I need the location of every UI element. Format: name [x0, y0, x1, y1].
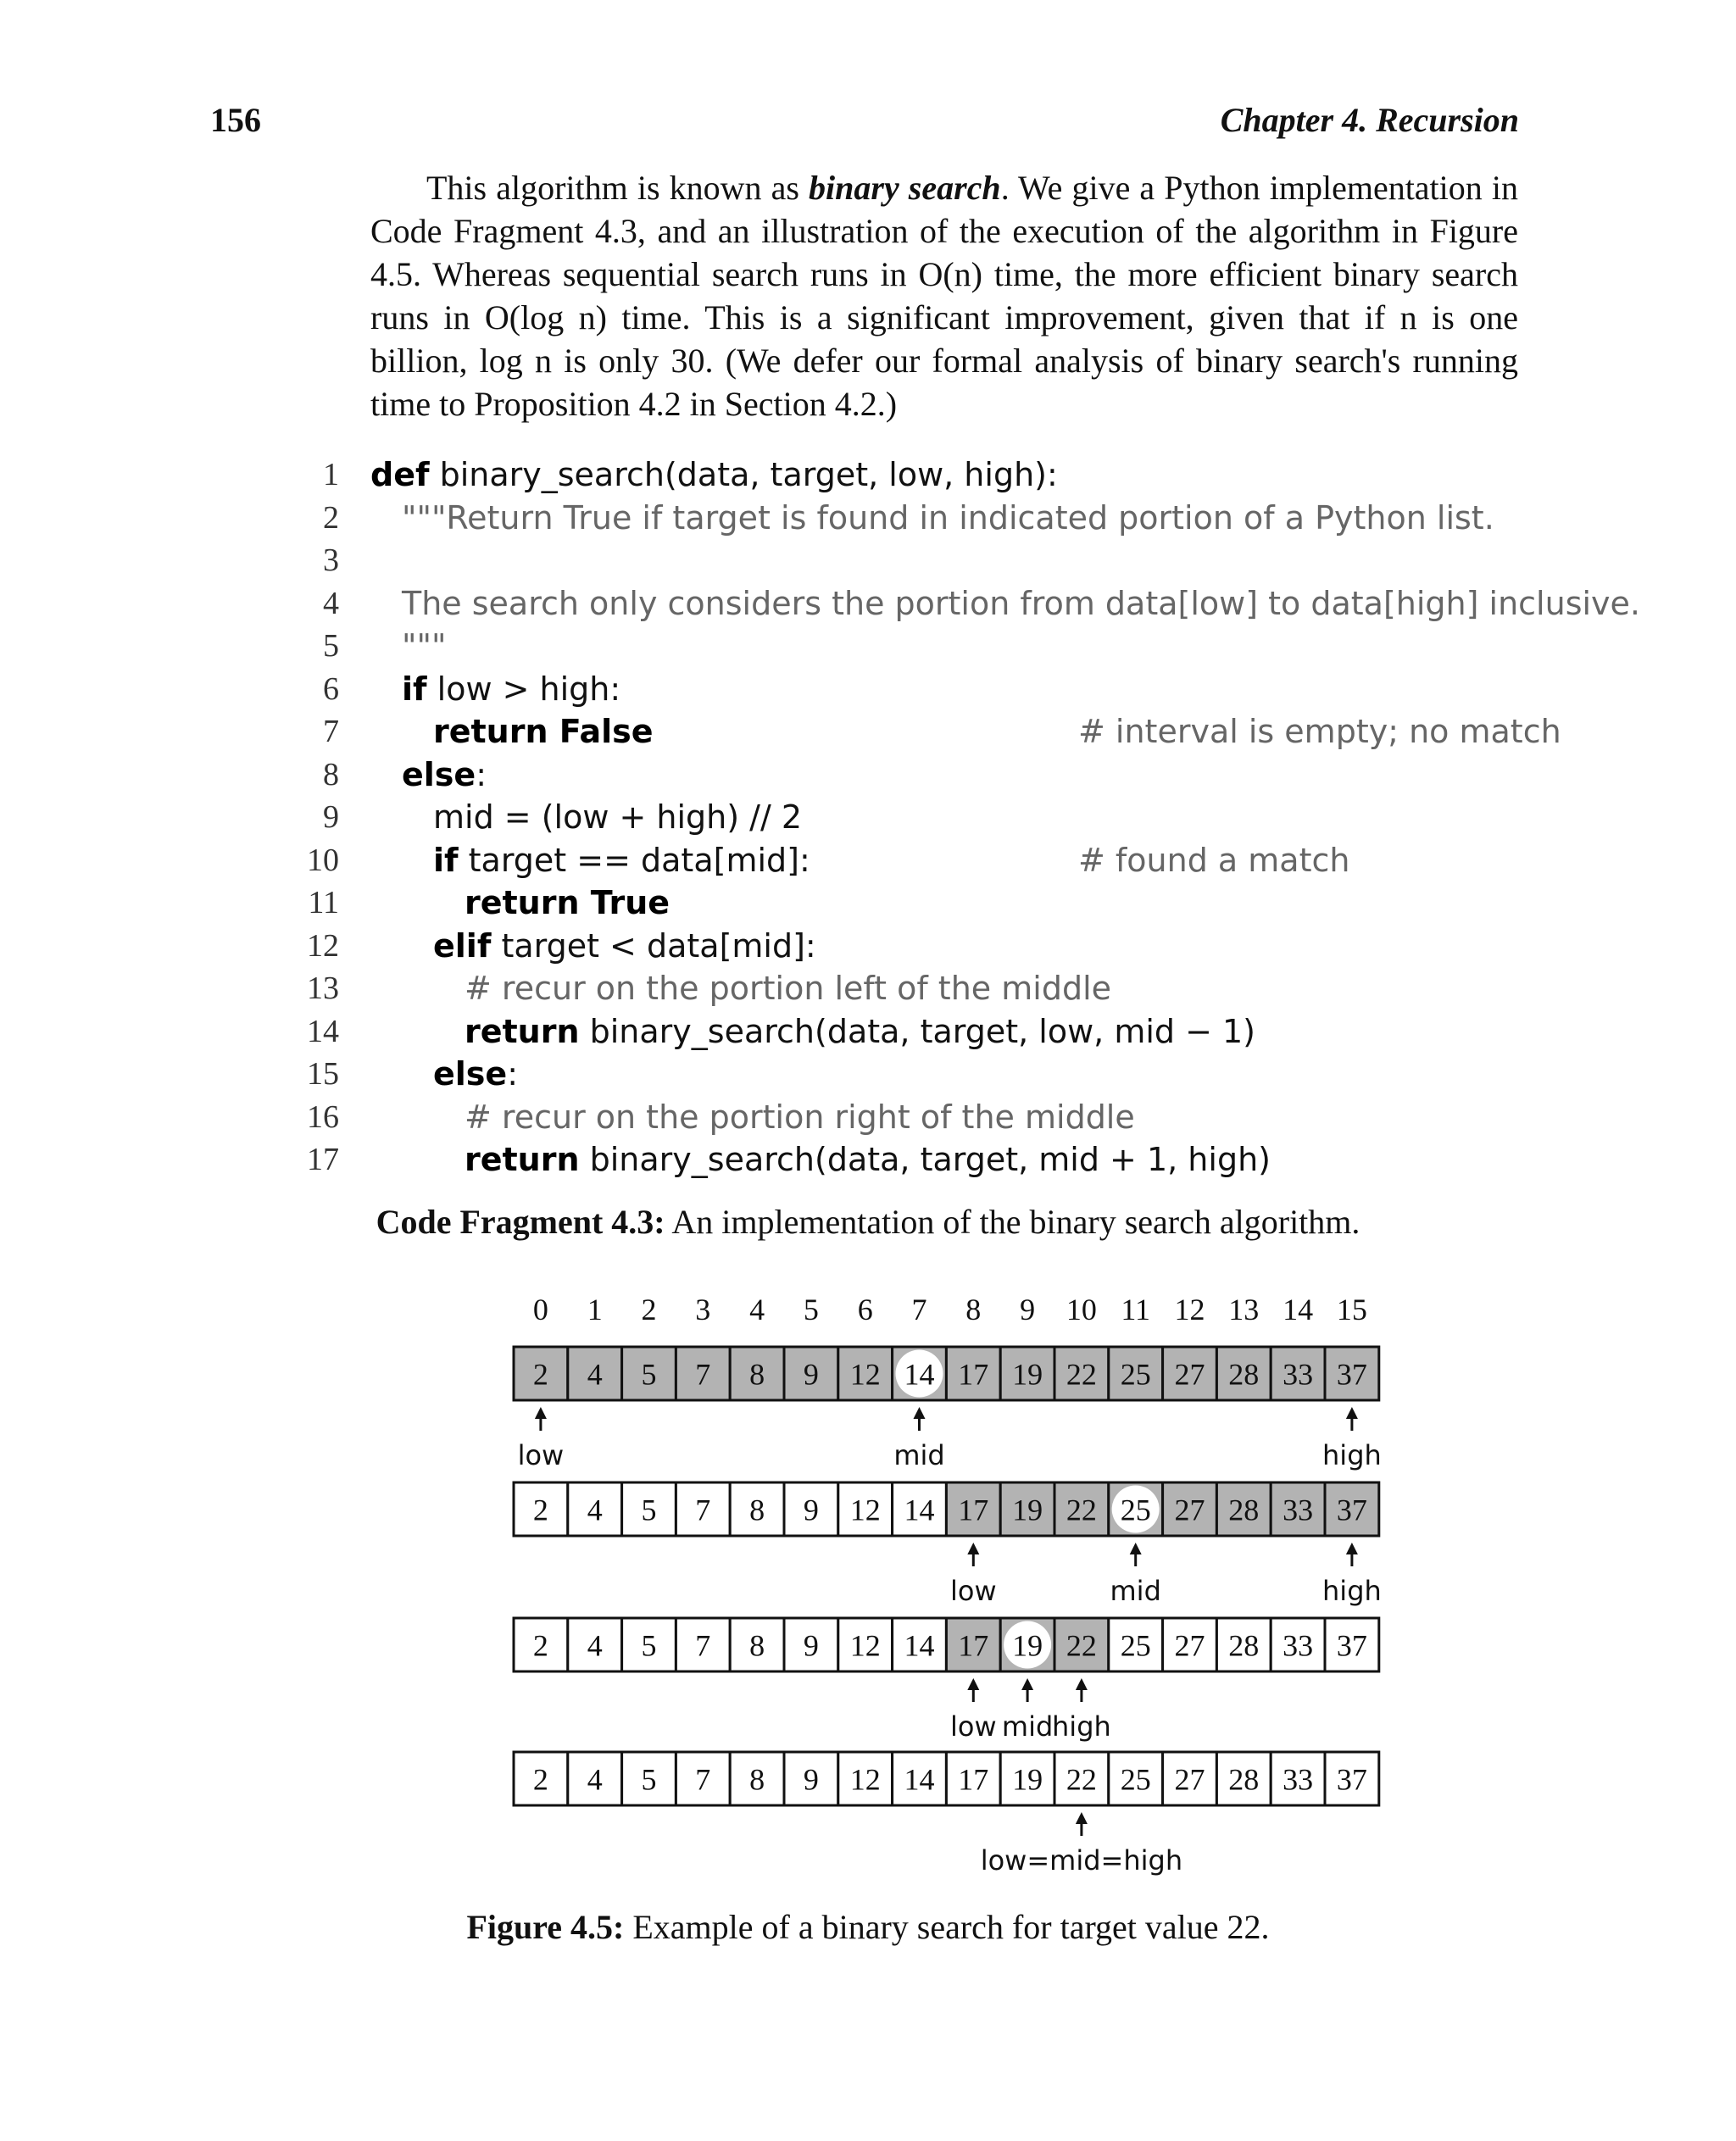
- array-value: 27: [1174, 1762, 1205, 1797]
- line-number: 11: [308, 885, 339, 920]
- code-text: [402, 585, 1640, 622]
- code-body: binary_search(data, target, low, mid − 1): [579, 1012, 1256, 1050]
- array-value: 9: [803, 1493, 819, 1527]
- line-number: 16: [307, 1098, 339, 1135]
- body-paragraph: [370, 166, 1518, 425]
- code-body: target == data[mid]:: [458, 841, 810, 879]
- code-body: """Return True if target is found in indicated portion of a Python list.: [402, 498, 1494, 537]
- array-value: 27: [1174, 1493, 1205, 1527]
- pointer-arrow-head: [967, 1678, 979, 1690]
- code-text: [433, 798, 802, 836]
- code-text: [433, 842, 810, 879]
- pointer-arrow-head: [1076, 1678, 1088, 1690]
- array-value: 5: [641, 1762, 657, 1797]
- code-line: [0, 585, 1736, 628]
- index-label: 13: [1228, 1293, 1260, 1326]
- code-body: The search only considers the portion from data[low] to data[high] inclusive.: [402, 584, 1640, 622]
- pointer-label-mid: mid: [1001, 1710, 1054, 1743]
- index-label: 2: [641, 1293, 657, 1326]
- index-label: 8: [965, 1293, 982, 1326]
- code-text: [402, 670, 620, 708]
- array-value: 5: [641, 1357, 657, 1392]
- code-body: # recur on the portion left of the middle: [465, 970, 1112, 1007]
- code-text: [465, 1013, 1255, 1050]
- code-line: [0, 627, 1736, 670]
- array-value: 27: [1174, 1628, 1205, 1663]
- index-label: 7: [911, 1293, 927, 1326]
- array-value: 33: [1283, 1357, 1314, 1392]
- array-value: 8: [749, 1493, 765, 1527]
- pointer-label-mid: mid: [1110, 1575, 1161, 1607]
- array-value: 8: [749, 1762, 765, 1797]
- code-keyword: if: [402, 670, 427, 708]
- array-value: 8: [749, 1357, 765, 1392]
- code-body: mid = (low + high) // 2: [433, 798, 803, 836]
- line-number: 15: [307, 1056, 339, 1092]
- code-keyword: else: [433, 1055, 508, 1093]
- pointer-label-high: high: [1052, 1710, 1111, 1743]
- code-text: [402, 499, 1494, 537]
- array-value: 5: [641, 1628, 657, 1663]
- array-value: 12: [849, 1357, 881, 1392]
- index-label: 15: [1336, 1293, 1367, 1326]
- array-value: 4: [587, 1357, 603, 1392]
- index-label: 4: [749, 1293, 765, 1326]
- array-value: 22: [1066, 1493, 1097, 1527]
- code-body: binary_search(data, target, low, high):: [429, 456, 1058, 493]
- line-number: 14: [307, 1013, 339, 1049]
- line-number: 8: [323, 756, 339, 792]
- code-body: """: [402, 627, 447, 665]
- line-number: 6: [323, 670, 339, 707]
- code-text: [465, 1098, 1135, 1136]
- array-value: 25: [1120, 1493, 1151, 1527]
- pointer-label-low: low: [949, 1575, 997, 1607]
- array-value: 22: [1066, 1762, 1097, 1797]
- index-label: 14: [1283, 1293, 1314, 1326]
- code-text: [433, 713, 654, 750]
- array-value: 17: [958, 1762, 989, 1797]
- line-number: 2: [323, 499, 339, 536]
- code-line: [0, 713, 1736, 756]
- code-line: [0, 842, 1736, 885]
- index-label: 9: [1020, 1293, 1036, 1326]
- array-value: 14: [904, 1493, 935, 1527]
- figure-caption-text: Example of a binary search for target value 22.: [624, 1908, 1270, 1946]
- array-value: 27: [1174, 1357, 1205, 1392]
- index-label: 11: [1121, 1293, 1151, 1326]
- array-value: 14: [904, 1762, 935, 1797]
- pointer-label-low: low: [949, 1710, 997, 1743]
- code-body: low > high:: [426, 670, 621, 708]
- code-line: [0, 499, 1736, 542]
- array-value: 9: [803, 1357, 819, 1392]
- index-label: 12: [1174, 1293, 1205, 1326]
- array-value: 7: [695, 1628, 711, 1663]
- array-value: 28: [1228, 1762, 1260, 1797]
- code-line: [0, 670, 1736, 714]
- line-number: 4: [323, 585, 339, 621]
- code-keyword: if: [433, 841, 459, 879]
- code-text: [370, 456, 1058, 493]
- array-value: 14: [904, 1357, 935, 1392]
- code-text: [402, 756, 487, 793]
- array-value: 7: [695, 1357, 711, 1392]
- code-body: :: [507, 1055, 519, 1093]
- code-caption-text: An implementation of the binary search algorithm.: [665, 1203, 1360, 1241]
- pointer-label-high: high: [1322, 1439, 1382, 1471]
- line-number: 17: [307, 1142, 339, 1177]
- index-label: 6: [857, 1293, 873, 1326]
- array-value: 5: [641, 1493, 657, 1527]
- term-binary-search: binary search: [809, 169, 1001, 207]
- code-line: [0, 884, 1736, 927]
- pointer-label-low: low: [517, 1439, 565, 1471]
- array-value: 17: [958, 1357, 989, 1392]
- array-value: 33: [1283, 1762, 1314, 1797]
- array-value: 22: [1066, 1628, 1097, 1663]
- code-keyword: return: [465, 1012, 580, 1050]
- code-text: [465, 1141, 1271, 1178]
- array-value: 4: [587, 1762, 603, 1797]
- code-body: target < data[mid]:: [491, 926, 816, 965]
- index-label: 0: [532, 1293, 548, 1326]
- line-number: 5: [323, 628, 339, 664]
- code-text: [433, 927, 816, 965]
- array-value: 25: [1120, 1357, 1151, 1392]
- line-number: 3: [323, 542, 339, 578]
- line-number: 13: [307, 970, 339, 1006]
- array-value: 2: [532, 1762, 548, 1797]
- array-value: 9: [803, 1628, 819, 1663]
- code-line: [0, 970, 1736, 1013]
- array-value: 28: [1228, 1493, 1260, 1527]
- array-value: 12: [849, 1762, 881, 1797]
- pointer-label-high: high: [1322, 1575, 1382, 1607]
- line-number: 1: [323, 457, 339, 492]
- code-comment: # interval is empty; no match: [1078, 713, 1561, 750]
- code-keyword: else: [402, 755, 476, 793]
- pointer-arrow-head: [1346, 1407, 1358, 1419]
- code-line: [0, 798, 1736, 842]
- code-line: [0, 1013, 1736, 1056]
- array-value: 19: [1012, 1357, 1043, 1392]
- figure-caption: [0, 1907, 1736, 1947]
- code-line: [0, 1098, 1736, 1142]
- line-number: 7: [323, 714, 339, 749]
- array-value: 7: [695, 1762, 711, 1797]
- code-line: [0, 927, 1736, 970]
- array-value: 19: [1012, 1493, 1043, 1527]
- array-value: 25: [1120, 1762, 1151, 1797]
- index-label: 5: [803, 1293, 819, 1326]
- pointer-label-mid: mid: [893, 1439, 945, 1471]
- page-number: 156: [210, 101, 261, 139]
- array-value: 14: [904, 1628, 935, 1663]
- array-value: 37: [1336, 1493, 1367, 1527]
- array-value: 19: [1012, 1628, 1043, 1663]
- code-text: [465, 970, 1111, 1007]
- index-label: 1: [587, 1293, 603, 1326]
- pointer-arrow-head: [1346, 1543, 1358, 1554]
- array-value: 19: [1012, 1762, 1043, 1797]
- array-value: 17: [958, 1628, 989, 1663]
- line-number: 12: [307, 927, 339, 964]
- array-value: 33: [1283, 1493, 1314, 1527]
- code-keyword: return False: [433, 713, 654, 750]
- pointer-arrow-head: [535, 1407, 547, 1419]
- code-body: # recur on the portion right of the middle: [465, 1098, 1135, 1136]
- binary-search-figure: [0, 1271, 1736, 1899]
- pointer-arrow-head: [967, 1543, 979, 1554]
- code-line: [0, 1141, 1736, 1184]
- index-label: 3: [695, 1293, 711, 1326]
- array-value: 37: [1336, 1628, 1367, 1663]
- pointer-arrow-head: [1130, 1543, 1142, 1554]
- figure-caption-label: Figure 4.5:: [466, 1908, 625, 1946]
- code-text: [433, 1055, 518, 1093]
- pointer-label-low=mid=high: low=mid=high: [980, 1844, 1183, 1877]
- array-value: 12: [849, 1493, 881, 1527]
- code-keyword: return True: [465, 884, 670, 921]
- code-keyword: elif: [433, 926, 492, 965]
- array-value: 7: [695, 1493, 711, 1527]
- code-caption: [0, 1202, 1736, 1242]
- code-caption-label: Code Fragment 4.3:: [376, 1203, 665, 1241]
- array-value: 4: [587, 1628, 603, 1663]
- array-value: 2: [532, 1628, 548, 1663]
- pointer-arrow-head: [914, 1407, 926, 1419]
- index-label: 10: [1066, 1293, 1097, 1326]
- array-value: 25: [1120, 1628, 1151, 1663]
- array-value: 4: [587, 1493, 603, 1527]
- array-value: 2: [532, 1493, 548, 1527]
- code-line: [0, 756, 1736, 799]
- array-value: 33: [1283, 1628, 1314, 1663]
- code-line: [0, 1055, 1736, 1098]
- line-number: 10: [307, 842, 339, 878]
- code-body: binary_search(data, target, mid + 1, high): [579, 1141, 1271, 1178]
- array-value: 37: [1336, 1762, 1367, 1797]
- code-text: [465, 884, 670, 921]
- array-value: 2: [532, 1357, 548, 1392]
- array-value: 22: [1066, 1357, 1097, 1392]
- pointer-arrow-head: [1021, 1678, 1033, 1690]
- code-keyword: return: [465, 1141, 580, 1178]
- line-number: 9: [323, 799, 339, 835]
- array-value: 28: [1228, 1628, 1260, 1663]
- code-keyword: def: [370, 456, 430, 493]
- code-text: [402, 627, 446, 665]
- code-comment: # found a match: [1078, 841, 1350, 879]
- para-text-start: This algorithm is known as: [426, 169, 810, 207]
- array-value: 28: [1228, 1357, 1260, 1392]
- array-value: 17: [958, 1493, 989, 1527]
- pointer-arrow-head: [1076, 1812, 1088, 1824]
- array-value: 12: [849, 1628, 881, 1663]
- code-line: [0, 456, 1736, 499]
- code-body: :: [476, 755, 487, 793]
- array-value: 37: [1336, 1357, 1367, 1392]
- para-text-rest: . We give a Python implementation in Code Fragment 4.3, and an illustration of the execution of the algorithm in Figure 4.5. Whereas sequential search runs in O(n) time, the more efficient binary search runs in O(log n) time. This is a significant improvement, given that if n is one billion, log n is only 30. (We defer our formal analysis of binary search's running time to Proposition 4.2 in Section 4.2.): [370, 169, 1518, 423]
- chapter-title: Chapter 4. Recursion: [1220, 101, 1519, 139]
- array-value: 8: [749, 1628, 765, 1663]
- array-value: 9: [803, 1762, 819, 1797]
- code-line: [0, 542, 1736, 585]
